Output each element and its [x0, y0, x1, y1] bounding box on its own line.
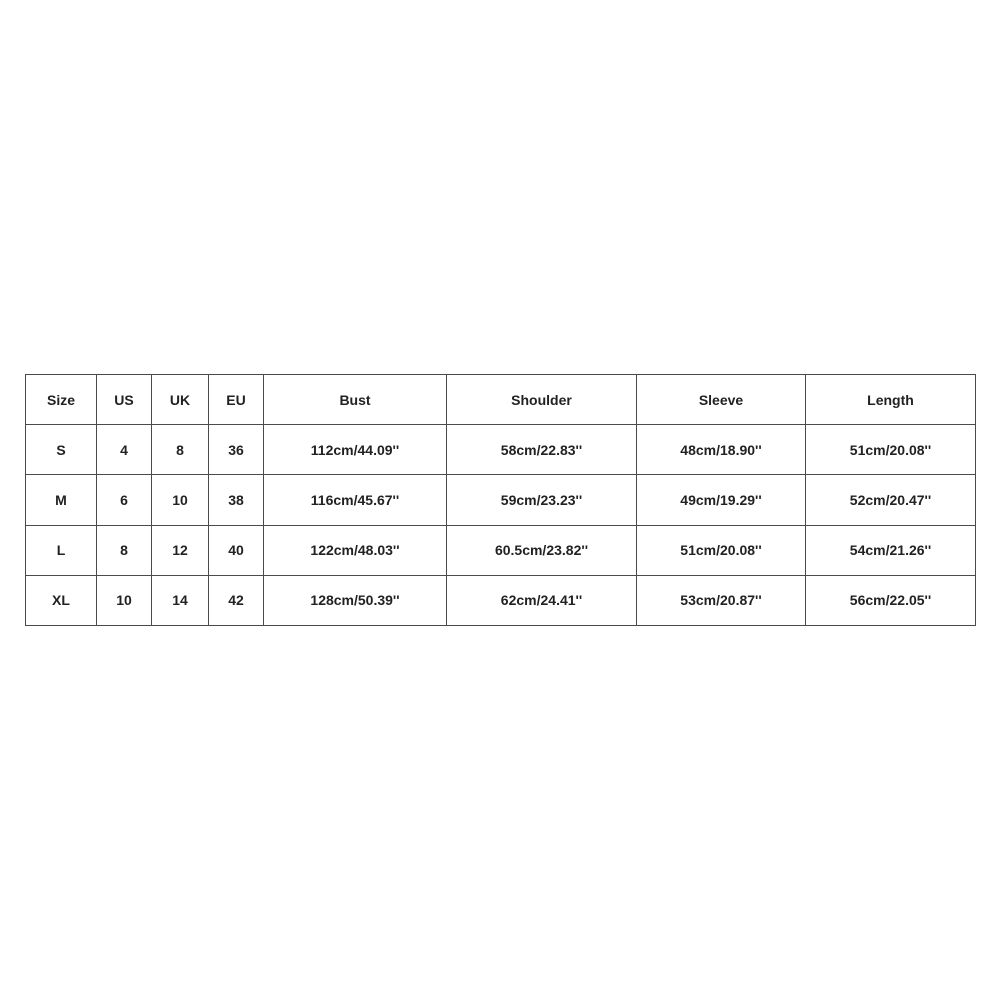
table-cell: XL: [26, 575, 97, 625]
table-cell: 40: [209, 525, 264, 575]
table-row: [26, 425, 976, 475]
table-row: [26, 575, 976, 625]
header-cell-eu: EU: [209, 375, 264, 425]
header-cell-shoulder: Shoulder: [447, 375, 637, 425]
table-cell: 48cm/18.90'': [637, 425, 806, 475]
table-cell: S: [26, 425, 97, 475]
table-cell: 53cm/20.87'': [637, 575, 806, 625]
table-cell: M: [26, 475, 97, 525]
header-cell-size: Size: [26, 375, 97, 425]
table-cell: 60.5cm/23.82'': [447, 525, 637, 575]
table-cell: 12: [152, 525, 209, 575]
table-cell: 62cm/24.41'': [447, 575, 637, 625]
table-cell: 51cm/20.08'': [806, 425, 976, 475]
table-cell: 116cm/45.67'': [264, 475, 447, 525]
table-cell: 14: [152, 575, 209, 625]
header-cell-uk: UK: [152, 375, 209, 425]
header-cell-bust: Bust: [264, 375, 447, 425]
header-cell-sleeve: Sleeve: [637, 375, 806, 425]
table-cell: 8: [97, 525, 152, 575]
table-cell: 10: [152, 475, 209, 525]
table-cell: 6: [97, 475, 152, 525]
header-cell-us: US: [97, 375, 152, 425]
table-header-row: [26, 375, 976, 425]
table-row: [26, 525, 976, 575]
table-cell: 54cm/21.26'': [806, 525, 976, 575]
table-cell: 52cm/20.47'': [806, 475, 976, 525]
table-cell: 38: [209, 475, 264, 525]
table-cell: 10: [97, 575, 152, 625]
table-cell: 56cm/22.05'': [806, 575, 976, 625]
table-cell: 128cm/50.39'': [264, 575, 447, 625]
table-cell: 49cm/19.29'': [637, 475, 806, 525]
table-cell: 4: [97, 425, 152, 475]
table-cell: 112cm/44.09'': [264, 425, 447, 475]
table-row: [26, 475, 976, 525]
table-cell: 8: [152, 425, 209, 475]
table-cell: 122cm/48.03'': [264, 525, 447, 575]
table-cell: 42: [209, 575, 264, 625]
table-cell: 36: [209, 425, 264, 475]
table-cell: 58cm/22.83'': [447, 425, 637, 475]
header-cell-length: Length: [806, 375, 976, 425]
size-chart-table: [25, 374, 976, 626]
table-cell: L: [26, 525, 97, 575]
table-cell: 59cm/23.23'': [447, 475, 637, 525]
table-cell: 51cm/20.08'': [637, 525, 806, 575]
